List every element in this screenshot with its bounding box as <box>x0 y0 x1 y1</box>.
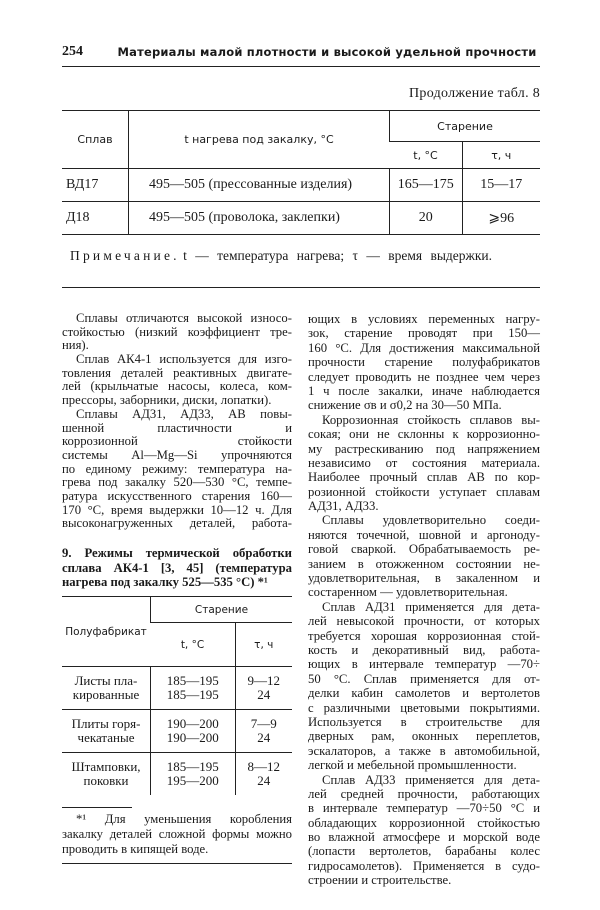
text-line: ния). <box>62 338 89 353</box>
cell-line: Листы пла- <box>74 673 138 688</box>
text-line: няются точечной, шовной и аргоноду- <box>308 527 540 542</box>
footnote-line: закалку деталей сложной формы можно <box>62 827 292 841</box>
text-line: удовлетворительная, в закаленном и <box>308 571 540 586</box>
text-line: ратура искусственного старения 160— <box>62 488 292 503</box>
cell-line: поковки <box>83 773 129 788</box>
table-row <box>62 753 292 796</box>
text-line: лей невысокой прочности, от которых <box>308 614 540 629</box>
text-line: гидросамолетов). Применяется в судо- <box>308 858 540 873</box>
cell-line: 185—195 <box>166 759 219 774</box>
paragraph <box>62 312 292 353</box>
cell-line: Штамповки, <box>71 759 141 774</box>
footnote-line: проводить в кипящей воде. <box>62 842 209 856</box>
text-line: состаренном — удовлетворительная. <box>308 585 508 600</box>
col-quench-temp-header: t нагрева под закалку, °С <box>129 111 390 169</box>
cell-tau <box>235 753 292 796</box>
text-line: занием в отожженном состоянии не- <box>308 556 540 571</box>
cell-product <box>62 710 151 753</box>
text-line: АД31, АД33. <box>308 499 379 514</box>
text-line: (лопасти вертолетов, барабаны колес <box>308 844 540 859</box>
table-row <box>62 667 292 710</box>
cell-line: 7—9 <box>250 716 277 731</box>
note-rule <box>62 287 540 288</box>
text-line: строении и строительстве. <box>308 873 452 888</box>
text-line: лей средней прочности, работающих <box>308 786 540 801</box>
page-number: 254 <box>62 44 83 59</box>
cell-aging-t: 165—175 <box>390 169 463 202</box>
text-line: независимо от состояния материала. <box>308 455 540 470</box>
cell-quench: 495—505 (прессованные изделия) <box>129 169 390 202</box>
table-row <box>62 710 292 753</box>
col-aging-header: Старение <box>390 111 541 142</box>
col-aging-header: Старение <box>151 597 293 623</box>
cell-t <box>151 667 236 710</box>
text-line: стойкостью (низкий коэффициент тре- <box>62 324 292 339</box>
cell-line: 9—12 <box>247 673 280 688</box>
cell-tau <box>235 667 292 710</box>
cell-line: 185—195 <box>166 673 219 688</box>
paragraph <box>308 413 540 514</box>
text-line: говой сваркой. Обрабатываемость ре- <box>308 542 540 557</box>
cell-aging-tau: ⩾96 <box>462 202 540 235</box>
footnote-line: *¹ Для уменьшения коробления <box>76 812 292 826</box>
col-aging-tau-header: τ, ч <box>462 142 540 169</box>
text-line: сокая; они не склонны к коррозионно- <box>308 427 540 442</box>
cell-alloy: ВД17 <box>62 169 129 202</box>
note-label: Примечание. <box>70 248 180 263</box>
text-line: розионной стойкости уступает сплавам <box>308 484 540 499</box>
note-text: t — температура нагрева; τ — время выдержки. <box>183 248 493 263</box>
text-line: Сплав АД31 применяется для дета- <box>322 599 540 614</box>
cell-product <box>62 753 151 796</box>
cell-aging-tau: 15—17 <box>462 169 540 202</box>
title-line: нагрева под закалку 525—535 °С) *¹ <box>62 575 268 589</box>
table-continuation-label: Продолжение табл. 8 <box>409 86 540 101</box>
cell-quench: 495—505 (проволока, заклепки) <box>129 202 390 235</box>
cell-line: Плиты горя- <box>71 716 141 731</box>
paragraph <box>62 353 292 408</box>
text-line: Сплав АК4-1 используется для изго- <box>76 352 292 367</box>
text-line: шенной пластичности и <box>62 420 292 435</box>
paragraph <box>308 513 540 599</box>
text-line: следует проводить не позднее чем через <box>308 369 540 384</box>
text-line: зок, старение проводят при 150— <box>308 326 540 341</box>
text-line: эскалаторов, а также в автомобильной, <box>308 743 540 758</box>
table-note <box>70 248 492 264</box>
table9 <box>62 596 292 795</box>
col-alloy-header: Сплав <box>77 133 113 146</box>
cell-line: 24 <box>257 687 271 702</box>
cell-line: 190—200 <box>166 716 219 731</box>
text-line: требуется хорошая коррозионная стой- <box>308 628 540 643</box>
text-line: легкой и мебельной промышленности. <box>308 758 517 773</box>
running-title: Материалы малой плотности и высокой удельной прочности <box>117 45 537 59</box>
text-line: делки кабин самолетов и вертолетов <box>308 686 540 701</box>
text-line: с различными цветовыми покрытиями. <box>308 700 540 715</box>
cell-alloy: Д18 <box>62 202 129 235</box>
text-line: в интервале температур —70÷50 °С и <box>308 801 540 816</box>
text-line: му растрескиванию под напряжением <box>308 441 540 456</box>
cell-line: 24 <box>257 773 271 788</box>
paragraph <box>308 773 540 888</box>
title-line: сплава АК4-1 [3, 45] (температура <box>62 560 292 575</box>
paragraph <box>308 312 540 413</box>
text-line: Сплавы отличаются высокой износо- <box>76 311 292 325</box>
text-line: 170 °С, время выдержки 10—12 ч. Для <box>62 502 292 517</box>
text-line: по единому режиму: температура на- <box>62 461 292 476</box>
text-line: лей (крыльчатые насосы, колеса, ком- <box>62 379 292 394</box>
text-line: Сплав АД33 применяется для дета- <box>322 772 540 787</box>
text-line: грева под закалку 520—530 °С, темпе- <box>62 475 292 490</box>
text-line: высоконагруженных деталей, работа- <box>62 516 292 531</box>
right-text-column <box>308 312 540 888</box>
text-line: снижение σв и σ0,2 на 30—50 МПа. <box>308 398 502 413</box>
text-line: кость и декоративный вид, работа- <box>308 642 540 657</box>
alloy-heat-treatment-table <box>62 110 540 235</box>
table-row <box>62 202 540 235</box>
text-line: коррозионной стойкости <box>62 434 292 449</box>
left-text-column <box>62 312 292 531</box>
table-row <box>62 169 540 202</box>
text-line: прессоры, заборники, диски, лопатки). <box>62 393 272 408</box>
paragraph <box>308 600 540 773</box>
cell-line: 24 <box>257 730 271 745</box>
text-line: 1 ч после закалки, иначе наблюдается <box>308 383 540 398</box>
cell-line: 190—200 <box>166 730 219 745</box>
cell-tau <box>235 710 292 753</box>
text-line: Сплавы удовлетворительно соеди- <box>322 513 540 528</box>
text-line: прочности старение полуфабрикатов <box>308 355 540 370</box>
col-t-header: t, °С <box>180 638 205 651</box>
header-rule <box>62 66 540 67</box>
cell-line: 8—12 <box>247 759 280 774</box>
footnote <box>62 812 292 857</box>
cell-aging-t: 20 <box>390 202 463 235</box>
text-line: дверных рам, оконных переплетов, <box>308 729 540 744</box>
cell-line: кированные <box>72 687 140 702</box>
text-line: во влажной атмосфере и морской воде <box>308 830 540 845</box>
text-line: обладающих коррозионной стойкостью <box>308 815 540 830</box>
cell-line: 195—200 <box>166 773 219 788</box>
cell-product <box>62 667 151 710</box>
text-line: ющих в интервале температур —70÷ <box>308 657 540 672</box>
col-tau-header: τ, ч <box>235 623 292 667</box>
title-line: 9. Режимы термической обработки <box>62 546 292 560</box>
text-line: товления деталей реактивных двигате- <box>62 365 292 380</box>
text-line: 50 °С. Сплав применяется для от- <box>308 671 540 686</box>
text-line: Сплавы АД31, АД33, АВ повы- <box>76 406 292 421</box>
cell-line: 185—195 <box>166 687 219 702</box>
text-line: 160 °С. Для достижения максимальной <box>308 340 540 355</box>
text-line: ющих в условиях переменных нагру- <box>308 312 540 326</box>
col-aging-t-header: t, °С <box>413 148 438 162</box>
cell-t <box>151 710 236 753</box>
paragraph <box>62 408 292 531</box>
table9-bottom-rule <box>62 863 292 864</box>
cell-line: чекатаные <box>77 730 135 745</box>
text-line: Наиболее прочный сплав АВ по кор- <box>308 470 540 485</box>
cell-t <box>151 753 236 796</box>
table9-title <box>62 546 292 590</box>
text-line: Коррозионная стойкость сплавов вы- <box>322 412 540 427</box>
col-product-header: Полуфабрикат <box>65 625 147 638</box>
text-line: системы Al—Mg—Si упрочняются <box>62 447 292 462</box>
footnote-rule <box>62 807 132 808</box>
text-line: Используется в строительстве для <box>308 714 540 729</box>
